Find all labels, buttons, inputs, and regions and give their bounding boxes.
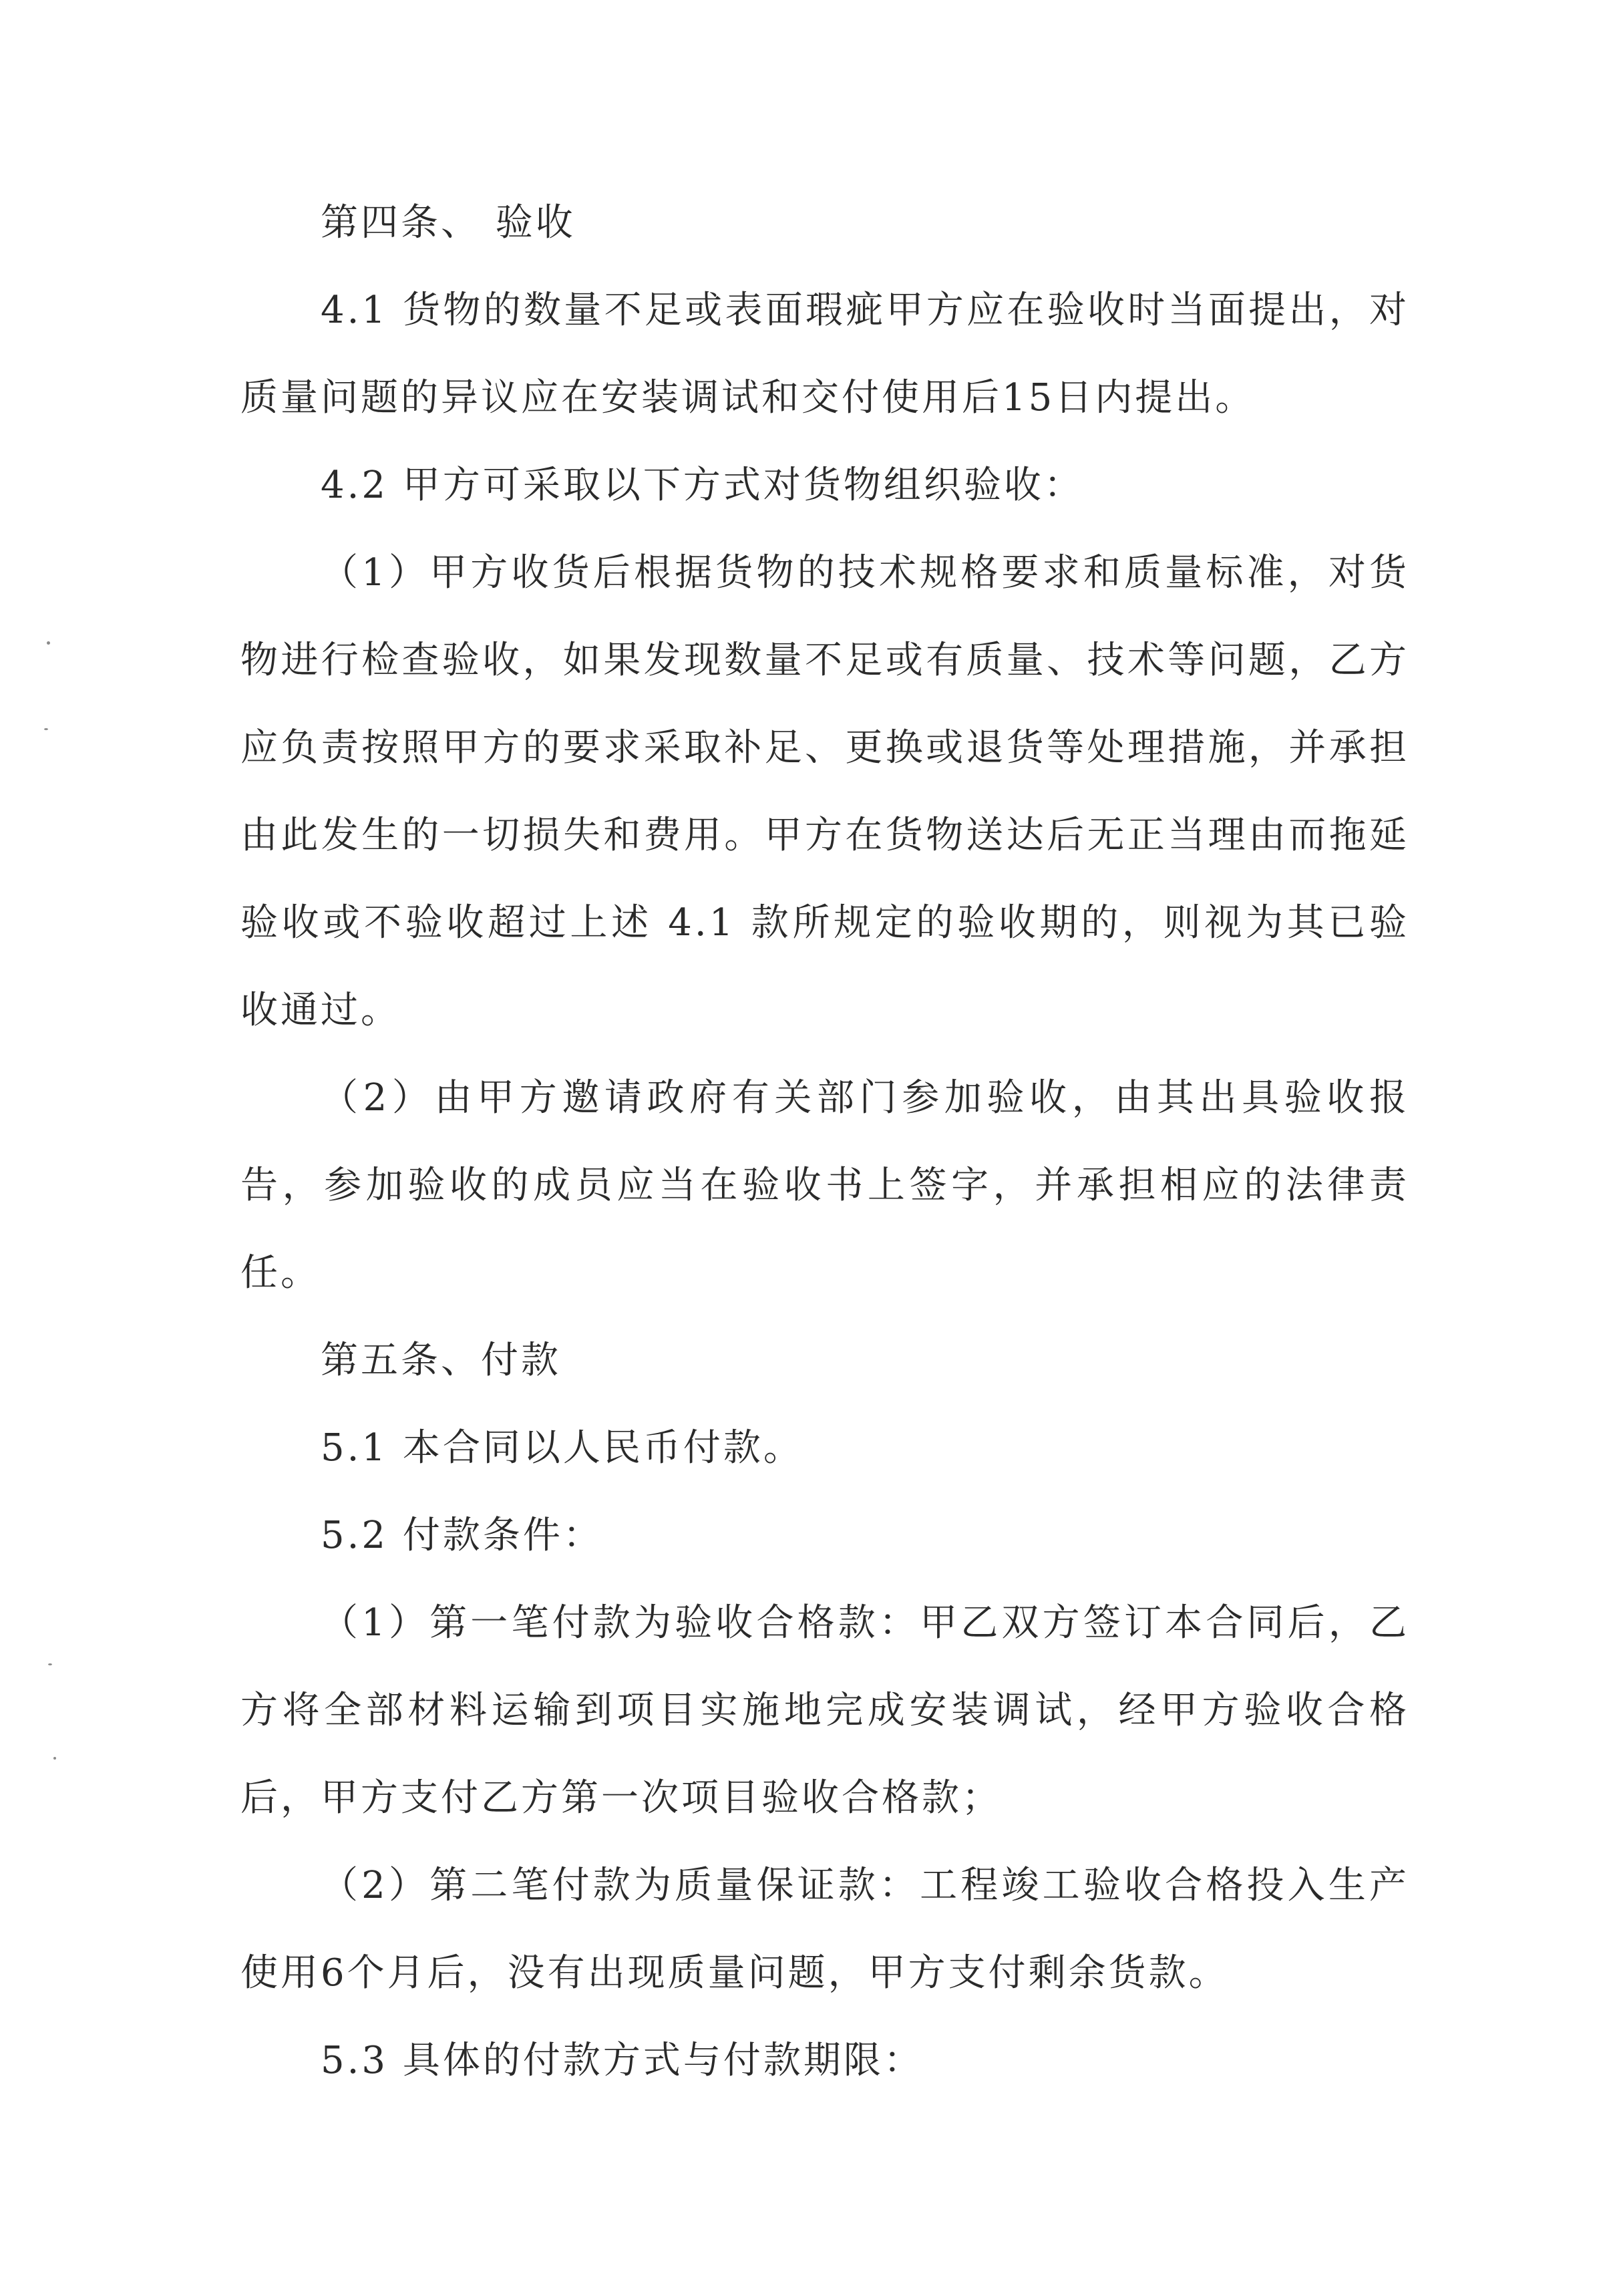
scan-speck xyxy=(47,641,50,645)
clause-5-2-item-1: （1）第一笔付款为验收合格款：甲乙双方签订本合同后，乙方将全部材料运输到项目实施地完成安装调试，经甲方验收合格后，甲方支付乙方第一次项目验收合格款； xyxy=(240,1601,1409,1820)
section-heading-5: 第五条、付款 xyxy=(321,1339,561,1382)
clause-5-1: 5.1 本合同以人民币付款。 xyxy=(321,1426,803,1470)
clause-4-1: 4.1 货物的数量不足或表面瑕疵甲方应在验收时当面提出，对质量问题的异议应在安装调试和交付使用后15日内提出。 xyxy=(240,289,1409,420)
clause-4-2: 4.2 甲方可采取以下方式对货物组织验收： xyxy=(321,464,1084,507)
scan-speck xyxy=(53,1757,56,1760)
clause-5-2: 5.2 付款条件： xyxy=(321,1514,603,1557)
clause-5-3: 5.3 具体的付款方式与付款期限： xyxy=(321,2039,924,2082)
clause-4-2-item-2: （2）由甲方邀请政府有关部门参加验收，由其出具验收报告，参加验收的成员应当在验收书上签字，并承担相应的法律责任。 xyxy=(240,1076,1409,1295)
clause-4-2-item-1: （1）甲方收货后根据货物的技术规格要求和质量标准，对货物进行检查验收，如果发现数量不足或有质量、技术等问题，乙方应负责按照甲方的要求采取补足、更换或退货等处理措施，并承担由此发生的一切损失和费用。甲方在货物送达后无正当理由而拖延验收或不验收超过上述 4.1 款所规定的验收期的，则视为其已验收通过。 xyxy=(240,551,1409,1032)
clause-5-2-item-2: （2）第二笔付款为质量保证款：工程竣工验收合格投入生产使用6个月后，没有出现质量问题，甲方支付剩余货款。 xyxy=(240,1864,1409,1995)
scan-speck xyxy=(44,728,48,730)
section-heading-4: 第四条、 验收 xyxy=(321,201,576,244)
scan-speck xyxy=(48,1663,52,1665)
contract-body xyxy=(240,179,1409,2104)
